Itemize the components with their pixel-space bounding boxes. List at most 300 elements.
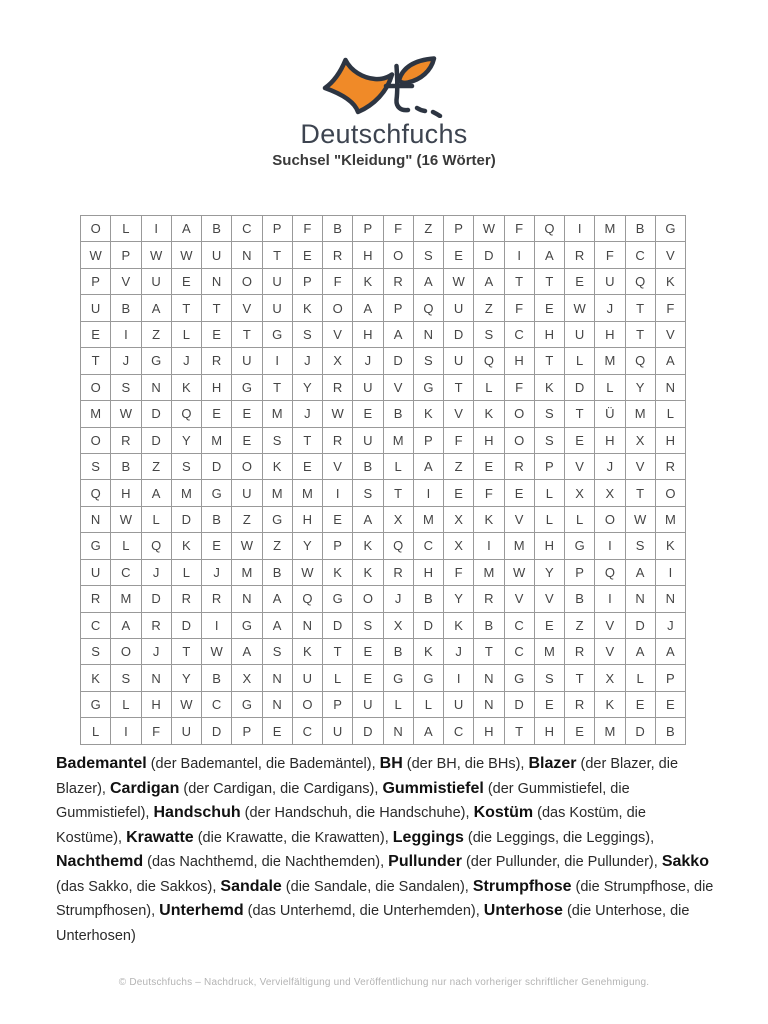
- grid-row: [81, 665, 686, 691]
- grid-cell: C: [625, 242, 655, 268]
- grid-cell: U: [323, 718, 353, 745]
- grid-cell: M: [383, 427, 413, 453]
- grid-cell: L: [474, 374, 504, 400]
- grid-cell: U: [353, 691, 383, 717]
- grid-cell: D: [353, 718, 383, 745]
- grid-cell: L: [655, 401, 685, 427]
- grid-cell: M: [534, 639, 564, 665]
- grid-cell: P: [413, 427, 443, 453]
- grid-cell: M: [625, 401, 655, 427]
- grid-cell: G: [504, 665, 534, 691]
- grid-cell: V: [383, 374, 413, 400]
- grid-cell: G: [81, 691, 111, 717]
- grid-cell: U: [353, 374, 383, 400]
- grid-cell: E: [232, 401, 262, 427]
- grid-cell: A: [141, 295, 171, 321]
- grid-cell: S: [262, 427, 292, 453]
- grid-cell: Z: [141, 453, 171, 479]
- grid-cell: H: [353, 321, 383, 347]
- grid-cell: J: [383, 586, 413, 612]
- grid-cell: T: [625, 321, 655, 347]
- grid-cell: I: [444, 665, 474, 691]
- grid-cell: D: [444, 321, 474, 347]
- word-term: Strumpfhose: [472, 877, 572, 895]
- grid-cell: A: [474, 268, 504, 294]
- grid-cell: U: [171, 718, 201, 745]
- grid-cell: K: [534, 374, 564, 400]
- grid-cell: O: [81, 216, 111, 242]
- grid-row: [81, 268, 686, 294]
- grid-cell: R: [111, 427, 141, 453]
- grid-row: [81, 295, 686, 321]
- grid-cell: T: [171, 295, 201, 321]
- grid-cell: A: [353, 506, 383, 532]
- grid-cell: U: [202, 242, 232, 268]
- grid-cell: U: [262, 268, 292, 294]
- word-forms: (das Kostüm, die Kostüme),: [56, 805, 646, 846]
- grid-cell: S: [534, 665, 564, 691]
- grid-cell: D: [625, 612, 655, 638]
- word-forms: (der Handschuh, die Handschuhe),: [240, 805, 474, 821]
- grid-cell: W: [474, 216, 504, 242]
- grid-cell: Q: [141, 533, 171, 559]
- grid-cell: H: [474, 718, 504, 745]
- grid-cell: W: [202, 639, 232, 665]
- grid-cell: M: [292, 480, 322, 506]
- grid-cell: R: [323, 374, 353, 400]
- grid-cell: Ü: [595, 401, 625, 427]
- grid-cell: I: [413, 480, 443, 506]
- grid-cell: C: [232, 216, 262, 242]
- grid-cell: W: [141, 242, 171, 268]
- grid-cell: K: [353, 268, 383, 294]
- grid-cell: E: [292, 242, 322, 268]
- grid-cell: A: [171, 216, 201, 242]
- grid-cell: C: [111, 559, 141, 585]
- grid-row: [81, 506, 686, 532]
- grid-cell: T: [565, 401, 595, 427]
- grid-cell: L: [534, 480, 564, 506]
- grid-cell: P: [323, 533, 353, 559]
- grid-cell: V: [595, 639, 625, 665]
- grid-cell: X: [565, 480, 595, 506]
- grid-cell: D: [625, 718, 655, 745]
- grid-cell: M: [595, 718, 625, 745]
- grid-cell: O: [655, 480, 685, 506]
- grid-cell: N: [383, 718, 413, 745]
- grid-cell: M: [111, 586, 141, 612]
- brand-name: Deutschfuchs: [300, 119, 468, 149]
- grid-cell: S: [534, 427, 564, 453]
- grid-cell: B: [202, 216, 232, 242]
- grid-cell: W: [111, 401, 141, 427]
- word-term: Sandale: [220, 877, 282, 895]
- grid-cell: E: [504, 480, 534, 506]
- grid-cell: Y: [292, 374, 322, 400]
- word-list: [56, 752, 716, 948]
- word-forms: (der Cardigan, die Cardigans),: [179, 780, 383, 797]
- grid-cell: P: [81, 268, 111, 294]
- grid-row: [81, 559, 686, 585]
- grid-cell: I: [141, 216, 171, 242]
- grid-cell: B: [383, 401, 413, 427]
- grid-cell: I: [655, 559, 685, 585]
- grid-cell: V: [323, 453, 353, 479]
- grid-cell: L: [565, 348, 595, 374]
- grid-cell: P: [534, 453, 564, 479]
- grid-cell: C: [504, 321, 534, 347]
- grid-cell: H: [141, 691, 171, 717]
- grid-cell: M: [202, 427, 232, 453]
- grid-cell: M: [474, 559, 504, 585]
- grid-cell: D: [474, 242, 504, 268]
- grid-cell: A: [413, 268, 443, 294]
- grid-cell: O: [353, 586, 383, 612]
- grid-row: [81, 691, 686, 717]
- grid-cell: Q: [81, 480, 111, 506]
- grid-cell: V: [504, 506, 534, 532]
- grid-cell: W: [292, 559, 322, 585]
- grid-cell: X: [383, 612, 413, 638]
- grid-cell: R: [141, 612, 171, 638]
- grid-cell: P: [383, 295, 413, 321]
- grid-cell: L: [625, 665, 655, 691]
- grid-cell: S: [353, 612, 383, 638]
- grid-cell: L: [323, 665, 353, 691]
- grid-cell: A: [232, 639, 262, 665]
- grid-cell: I: [595, 533, 625, 559]
- grid-cell: E: [353, 401, 383, 427]
- grid-cell: X: [323, 348, 353, 374]
- grid-cell: E: [565, 718, 595, 745]
- grid-cell: J: [595, 295, 625, 321]
- grid-cell: B: [655, 718, 685, 745]
- grid-cell: E: [444, 242, 474, 268]
- grid-cell: X: [444, 506, 474, 532]
- grid-cell: Q: [413, 295, 443, 321]
- grid-cell: E: [202, 321, 232, 347]
- grid-cell: S: [625, 533, 655, 559]
- grid-cell: Z: [474, 295, 504, 321]
- grid-cell: F: [292, 216, 322, 242]
- grid-cell: R: [655, 453, 685, 479]
- grid-cell: K: [655, 533, 685, 559]
- grid-cell: H: [655, 427, 685, 453]
- grid-cell: V: [625, 453, 655, 479]
- grid-cell: S: [534, 401, 564, 427]
- grid-cell: Y: [171, 665, 201, 691]
- grid-cell: Z: [444, 453, 474, 479]
- grid-cell: M: [504, 533, 534, 559]
- grid-cell: E: [534, 295, 564, 321]
- grid-cell: Z: [262, 533, 292, 559]
- grid-cell: K: [655, 268, 685, 294]
- grid-cell: Q: [292, 586, 322, 612]
- grid-cell: S: [413, 348, 443, 374]
- grid-cell: E: [565, 268, 595, 294]
- word-forms: (das Unterhemd, die Unterhemden),: [243, 903, 484, 919]
- grid-cell: A: [655, 348, 685, 374]
- grid-cell: H: [292, 506, 322, 532]
- grid-cell: J: [171, 348, 201, 374]
- grid-cell: N: [474, 665, 504, 691]
- word-term: Nachthemd: [56, 853, 144, 870]
- word-term: Unterhose: [483, 902, 563, 919]
- grid-cell: L: [141, 506, 171, 532]
- grid-cell: I: [474, 533, 504, 559]
- grid-cell: S: [413, 242, 443, 268]
- grid-cell: O: [232, 268, 262, 294]
- grid-cell: X: [595, 480, 625, 506]
- grid-cell: D: [504, 691, 534, 717]
- grid-cell: R: [81, 586, 111, 612]
- grid-cell: O: [292, 691, 322, 717]
- word-forms: (der Gummistiefel, die Gummistiefel),: [56, 780, 630, 821]
- grid-cell: G: [655, 216, 685, 242]
- grid-cell: D: [171, 506, 201, 532]
- grid-cell: Q: [625, 268, 655, 294]
- grid-cell: B: [383, 639, 413, 665]
- grid-cell: V: [655, 242, 685, 268]
- grid-row: [81, 427, 686, 453]
- grid-cell: A: [262, 612, 292, 638]
- grid-cell: E: [625, 691, 655, 717]
- grid-cell: R: [323, 427, 353, 453]
- grid-cell: L: [383, 691, 413, 717]
- grid-cell: X: [625, 427, 655, 453]
- grid-cell: F: [444, 427, 474, 453]
- grid-cell: E: [353, 639, 383, 665]
- grid-cell: Q: [474, 348, 504, 374]
- grid-cell: J: [353, 348, 383, 374]
- grid-cell: F: [504, 295, 534, 321]
- grid-cell: K: [262, 453, 292, 479]
- grid-cell: C: [202, 691, 232, 717]
- grid-cell: W: [504, 559, 534, 585]
- grid-cell: P: [111, 242, 141, 268]
- word-term: Gummistiefel: [382, 779, 484, 797]
- grid-cell: X: [595, 665, 625, 691]
- grid-cell: N: [625, 586, 655, 612]
- word-term: Krawatte: [126, 828, 194, 846]
- grid-cell: N: [141, 665, 171, 691]
- grid-row: [81, 242, 686, 268]
- grid-cell: J: [292, 401, 322, 427]
- grid-cell: W: [171, 242, 201, 268]
- grid-cell: V: [323, 321, 353, 347]
- grid-cell: U: [444, 295, 474, 321]
- grid-cell: N: [232, 586, 262, 612]
- grid-cell: K: [323, 559, 353, 585]
- grid-cell: O: [232, 453, 262, 479]
- grid-cell: V: [232, 295, 262, 321]
- grid-cell: V: [595, 612, 625, 638]
- grid-cell: G: [323, 586, 353, 612]
- grid-cell: C: [444, 718, 474, 745]
- grid-cell: N: [655, 374, 685, 400]
- grid-cell: L: [111, 533, 141, 559]
- grid-cell: B: [413, 586, 443, 612]
- grid-cell: F: [323, 268, 353, 294]
- grid-cell: B: [262, 559, 292, 585]
- grid-cell: O: [111, 639, 141, 665]
- grid-cell: I: [504, 242, 534, 268]
- grid-cell: I: [565, 216, 595, 242]
- grid-cell: A: [534, 242, 564, 268]
- grid-cell: T: [504, 718, 534, 745]
- word-forms: (das Nachthemd, die Nachthemden),: [143, 854, 389, 870]
- grid-cell: K: [413, 639, 443, 665]
- grid-cell: F: [383, 216, 413, 242]
- grid-cell: O: [504, 401, 534, 427]
- grid-cell: M: [232, 559, 262, 585]
- grid-cell: E: [534, 691, 564, 717]
- grid-cell: N: [202, 268, 232, 294]
- grid-cell: N: [81, 506, 111, 532]
- grid-cell: M: [262, 480, 292, 506]
- word-term: BH: [379, 755, 403, 772]
- grid-cell: S: [353, 480, 383, 506]
- grid-cell: D: [323, 612, 353, 638]
- grid-cell: F: [504, 216, 534, 242]
- grid-cell: E: [202, 401, 232, 427]
- grid-cell: K: [292, 639, 322, 665]
- grid-cell: O: [504, 427, 534, 453]
- grid-cell: W: [565, 295, 595, 321]
- grid-cell: I: [111, 718, 141, 745]
- grid-cell: R: [171, 586, 201, 612]
- grid-cell: H: [534, 533, 564, 559]
- word-forms: (die Strumpfhose, die Strumpfhosen),: [56, 878, 714, 919]
- grid-cell: B: [565, 586, 595, 612]
- grid-cell: J: [292, 348, 322, 374]
- grid-cell: U: [232, 480, 262, 506]
- grid-cell: D: [202, 718, 232, 745]
- grid-cell: S: [111, 374, 141, 400]
- grid-cell: A: [655, 639, 685, 665]
- grid-cell: U: [232, 348, 262, 374]
- grid-cell: E: [262, 718, 292, 745]
- grid-cell: T: [323, 639, 353, 665]
- grid-cell: J: [444, 639, 474, 665]
- grid-cell: Q: [383, 533, 413, 559]
- grid-cell: V: [111, 268, 141, 294]
- grid-cell: M: [595, 216, 625, 242]
- grid-cell: J: [595, 453, 625, 479]
- grid-row: [81, 586, 686, 612]
- grid-cell: W: [81, 242, 111, 268]
- grid-cell: B: [202, 665, 232, 691]
- word-search-grid: [80, 215, 686, 745]
- grid-cell: L: [111, 691, 141, 717]
- grid-cell: M: [171, 480, 201, 506]
- grid-cell: A: [111, 612, 141, 638]
- grid-cell: W: [444, 268, 474, 294]
- grid-cell: S: [81, 453, 111, 479]
- grid-row: [81, 453, 686, 479]
- grid-row: [81, 718, 686, 745]
- grid-cell: Q: [595, 559, 625, 585]
- grid-cell: E: [474, 453, 504, 479]
- grid-cell: B: [111, 295, 141, 321]
- grid-cell: W: [323, 401, 353, 427]
- word-term: Kostüm: [473, 804, 534, 821]
- word-term: Bademantel: [56, 755, 147, 772]
- grid-cell: G: [262, 321, 292, 347]
- grid-cell: M: [595, 348, 625, 374]
- grid-cell: M: [262, 401, 292, 427]
- grid-cell: Q: [171, 401, 201, 427]
- grid-cell: A: [413, 453, 443, 479]
- grid-cell: R: [202, 348, 232, 374]
- grid-cell: U: [262, 295, 292, 321]
- grid-cell: P: [262, 216, 292, 242]
- grid-cell: R: [474, 586, 504, 612]
- grid-cell: O: [81, 374, 111, 400]
- grid-cell: C: [292, 718, 322, 745]
- grid-cell: D: [141, 401, 171, 427]
- grid-cell: I: [202, 612, 232, 638]
- grid-cell: G: [565, 533, 595, 559]
- grid-cell: G: [232, 691, 262, 717]
- grid-cell: E: [171, 268, 201, 294]
- grid-cell: L: [413, 691, 443, 717]
- grid-cell: K: [353, 559, 383, 585]
- grid-cell: H: [504, 348, 534, 374]
- grid-cell: E: [232, 427, 262, 453]
- grid-row: [81, 480, 686, 506]
- grid-cell: B: [202, 506, 232, 532]
- grid-cell: H: [595, 427, 625, 453]
- grid-cell: I: [323, 480, 353, 506]
- grid-cell: T: [81, 348, 111, 374]
- grid-cell: B: [323, 216, 353, 242]
- grid-cell: Y: [534, 559, 564, 585]
- grid-cell: N: [413, 321, 443, 347]
- grid-row: [81, 374, 686, 400]
- grid-cell: N: [262, 665, 292, 691]
- grid-cell: T: [534, 348, 564, 374]
- grid-cell: Y: [292, 533, 322, 559]
- grid-cell: H: [353, 242, 383, 268]
- grid-cell: T: [625, 480, 655, 506]
- grid-cell: Z: [565, 612, 595, 638]
- grid-cell: R: [565, 242, 595, 268]
- grid-cell: P: [232, 718, 262, 745]
- grid-cell: B: [625, 216, 655, 242]
- page-title: Suchsel "Kleidung" (16 Wörter): [272, 152, 496, 169]
- grid-cell: A: [353, 295, 383, 321]
- grid-cell: L: [111, 216, 141, 242]
- grid-cell: A: [383, 321, 413, 347]
- grid-cell: O: [595, 506, 625, 532]
- grid-cell: H: [534, 718, 564, 745]
- grid-cell: G: [81, 533, 111, 559]
- grid-cell: T: [565, 665, 595, 691]
- grid-cell: G: [262, 506, 292, 532]
- grid-cell: D: [565, 374, 595, 400]
- grid-cell: S: [262, 639, 292, 665]
- grid-cell: R: [383, 268, 413, 294]
- grid-row: [81, 216, 686, 242]
- grid-row: [81, 348, 686, 374]
- grid-cell: R: [504, 453, 534, 479]
- grid-cell: K: [413, 401, 443, 427]
- grid-cell: P: [323, 691, 353, 717]
- grid-cell: R: [565, 639, 595, 665]
- fox-logo-icon: [320, 56, 448, 118]
- grid-cell: L: [171, 321, 201, 347]
